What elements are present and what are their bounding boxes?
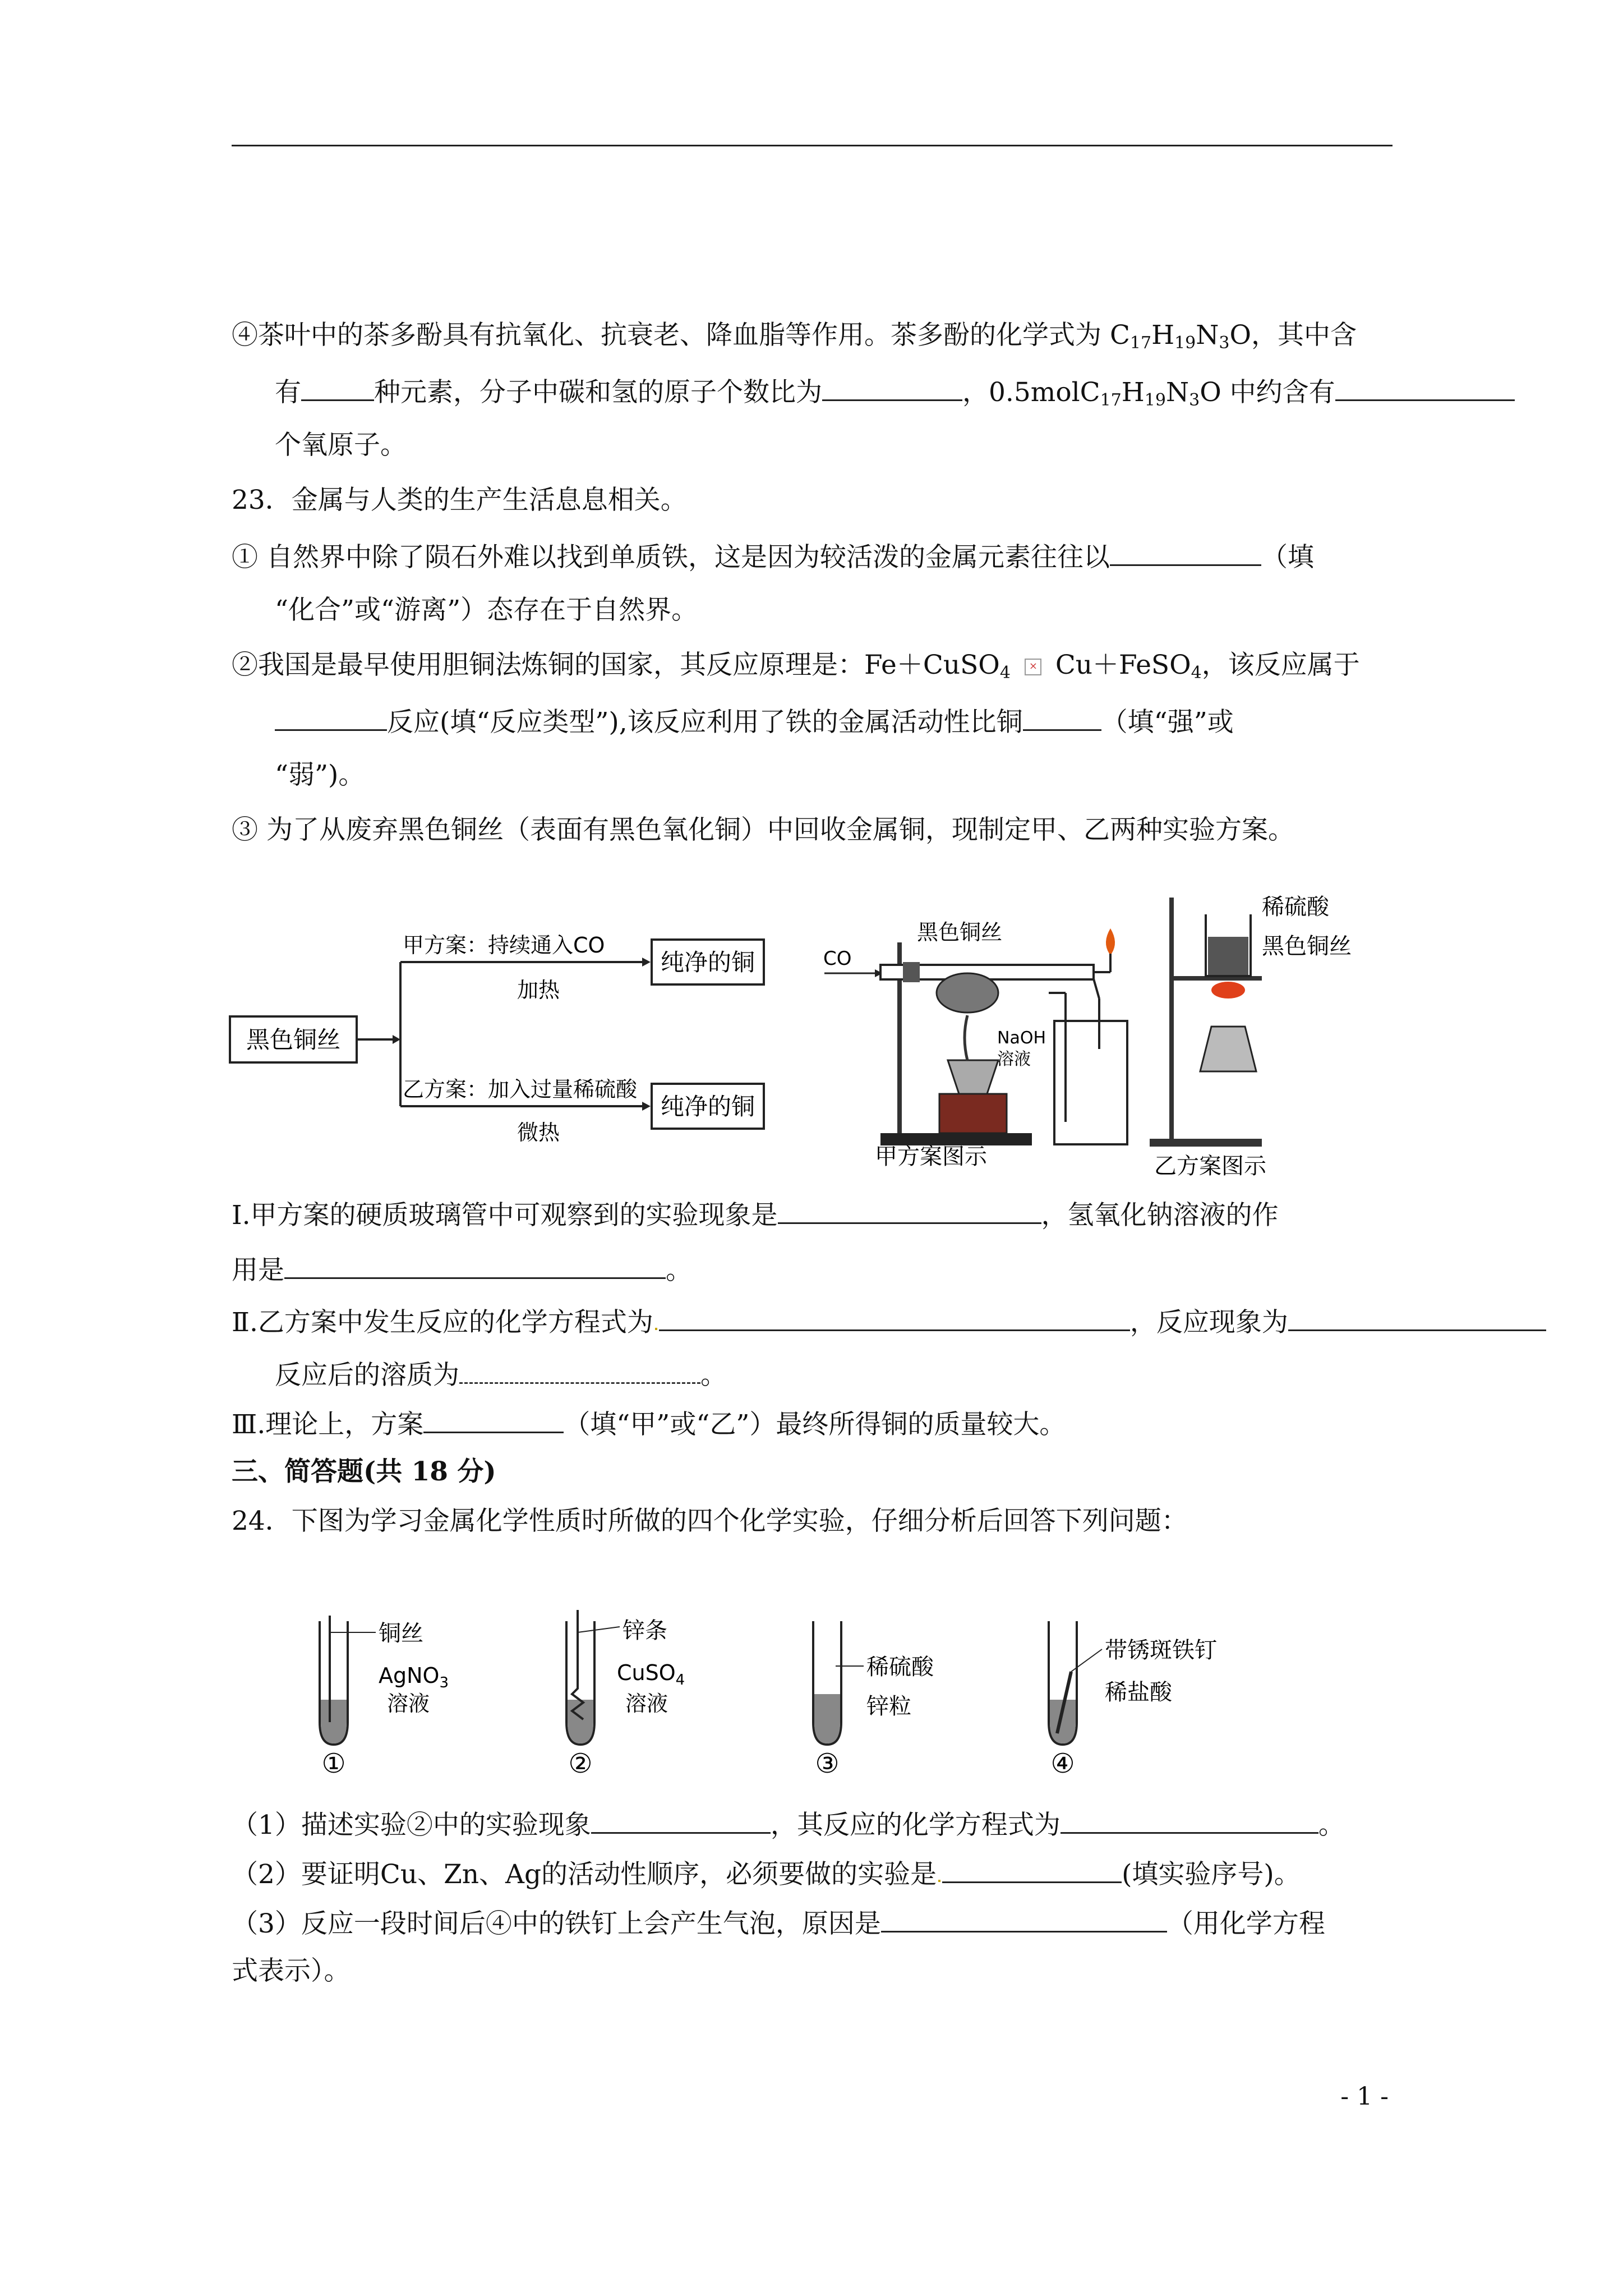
q23-title: 23．金属与人类的生产生活息息相关。 — [232, 485, 687, 516]
apparatus-b — [1144, 886, 1408, 1178]
answer-blank[interactable] — [423, 1407, 564, 1433]
q23-p2-line3: “弱”)。 — [275, 760, 365, 790]
tube-2-solution: 溶液 — [625, 1691, 668, 1716]
answer-blank[interactable] — [1061, 1807, 1318, 1834]
answer-blank[interactable] — [942, 1857, 1122, 1883]
answer-blank[interactable] — [822, 375, 962, 401]
q24-s3-line2: 式表示）。 — [232, 1955, 351, 1986]
q23-p2-line2: 反应(填“反应类型”),该反应利用了铁的金属活动性比铜 （填“强”或 — [275, 705, 1234, 738]
co-label: CO — [823, 947, 852, 970]
naoh-label: NaOH — [997, 1028, 1046, 1048]
answer-blank[interactable] — [1110, 540, 1261, 566]
answer-blank[interactable] — [301, 375, 374, 401]
q24-s3-line1: （3）反应一段时间后④中的铁钉上会产生气泡，原因是 （用化学方程 — [232, 1906, 1325, 1940]
naoh-solution-label: 溶液 — [997, 1050, 1031, 1069]
wire-label-a: 黑色铜丝 — [917, 920, 1003, 945]
arrow-icon: × — [1025, 659, 1041, 675]
test-tubes-figure — [303, 1610, 1312, 1778]
q23-i2-line2: 反应后的溶质为 。 — [275, 1358, 727, 1391]
q23-i3: Ⅲ.理论上，方案 （填“甲”或“乙”）最终所得铜的质量较大。 — [232, 1407, 1066, 1441]
section-3-title: 三、简答题(共 18 分) — [232, 1456, 496, 1487]
tube-4-number: ④ — [1050, 1748, 1075, 1778]
answer-blank[interactable] — [778, 1198, 1041, 1224]
plan-a-condition: 加热 — [517, 978, 560, 1002]
start-label: 黑色铜丝 — [246, 1026, 341, 1053]
tube-3-number: ③ — [815, 1748, 840, 1778]
answer-blank[interactable] — [1023, 705, 1101, 731]
tube-1-number: ① — [321, 1748, 346, 1778]
tube-1-bottom: AgNO$_3$ — [379, 1663, 449, 1691]
apparatus-a — [819, 909, 1133, 1172]
tube-2-top: 锌条 — [623, 1618, 667, 1644]
wire-label-b: 黑色铜丝 — [1262, 933, 1352, 959]
q23-p1-line2: “化合”或“游离”）态存在于自然界。 — [275, 595, 698, 625]
tube-2-number: ② — [568, 1748, 593, 1778]
q24-s1: （1）描述实验②中的实验现象 ，其反应的化学方程式为 。 — [232, 1807, 1345, 1841]
q23-p1-line1: ① 自然界中除了陨石外难以找到单质铁，这是因为较活泼的金属元素往往以 （填 — [232, 540, 1314, 573]
result-label-a: 纯净的铜 — [660, 949, 755, 976]
test-tube-2 — [566, 1610, 685, 1778]
q23-i2-line1: Ⅱ.乙方案中发生反应的化学方程式为 ，反应现象为 — [232, 1305, 1546, 1338]
answer-blank[interactable] — [1335, 375, 1515, 401]
tube-3-top: 稀硫酸 — [866, 1654, 934, 1680]
q22-4-line1: ④茶叶中的茶多酚具有抗氧化、抗衰老、降血脂等作用。茶多酚的化学式为 $C_{17}H_{19}N_3O$，其中含 — [232, 320, 1357, 353]
tube-2-bottom: CuSO$_4$ — [617, 1660, 685, 1688]
answer-blank[interactable] — [591, 1807, 771, 1834]
flowchart — [224, 909, 796, 1144]
tube-4-top: 带锈斑铁钉 — [1105, 1637, 1217, 1663]
q23-i1-line2: 用是 。 — [232, 1253, 692, 1286]
answer-blank[interactable] — [459, 1358, 700, 1384]
acid-label: 稀硫酸 — [1262, 894, 1329, 920]
answer-blank[interactable] — [275, 705, 387, 731]
tube-3-bottom: 锌粒 — [866, 1694, 911, 1719]
q24-intro: 24．下图为学习金属化学性质时所做的四个化学实验，仔细分析后回答下列问题： — [232, 1506, 1188, 1536]
answer-blank[interactable] — [881, 1906, 1167, 1932]
test-tube-3 — [813, 1621, 934, 1778]
caption-a: 甲方案图示 — [875, 1144, 987, 1170]
q23-p3: ③ 为了从废弃黑色铜丝（表面有黑色氧化铜）中回收金属铜，现制定甲、乙两种实验方案。 — [232, 815, 1294, 845]
tube-1-top: 铜丝 — [379, 1621, 423, 1646]
q22-4-line3: 个氧原子。 — [275, 430, 407, 461]
page-number: - 1 - — [1340, 2082, 1389, 2111]
header-rule — [232, 145, 1393, 146]
answer-blank[interactable] — [1288, 1305, 1546, 1331]
plan-a-label: 甲方案：持续通入CO — [403, 933, 605, 958]
q23-p2-line1: ②我国是最早使用胆铜法炼铜的国家，其反应原理是：Fe＋CuSO$_4$ × Cu＋FeSO$_4$，该反应属于 — [232, 650, 1360, 683]
q22-4-line2: 有 种元素，分子中碳和氢的原子个数比为 ，$0.5molC_{17}H_{19}N_3O$ 中约含有 — [275, 375, 1515, 408]
plan-b-condition: 微热 — [517, 1120, 560, 1144]
q24-s2: （2）要证明Cu、Zn、Ag的活动性顺序，必须要做的实验是 (填实验序号)。 — [232, 1857, 1301, 1890]
test-tube-1 — [320, 1616, 449, 1778]
plan-b-label: 乙方案：加入过量稀硫酸 — [403, 1077, 638, 1102]
caption-b: 乙方案图示 — [1154, 1153, 1266, 1178]
q23-i1-line1: Ⅰ.甲方案的硬质玻璃管中可观察到的实验现象是 ，氢氧化钠溶液的作 — [232, 1198, 1279, 1231]
test-tube-4 — [1049, 1621, 1217, 1778]
tube-1-solution: 溶液 — [387, 1691, 430, 1716]
answer-blank[interactable] — [284, 1253, 666, 1279]
answer-blank[interactable] — [659, 1305, 1130, 1331]
tube-4-bottom: 稀盐酸 — [1105, 1680, 1172, 1705]
result-label-b: 纯净的铜 — [660, 1093, 755, 1120]
